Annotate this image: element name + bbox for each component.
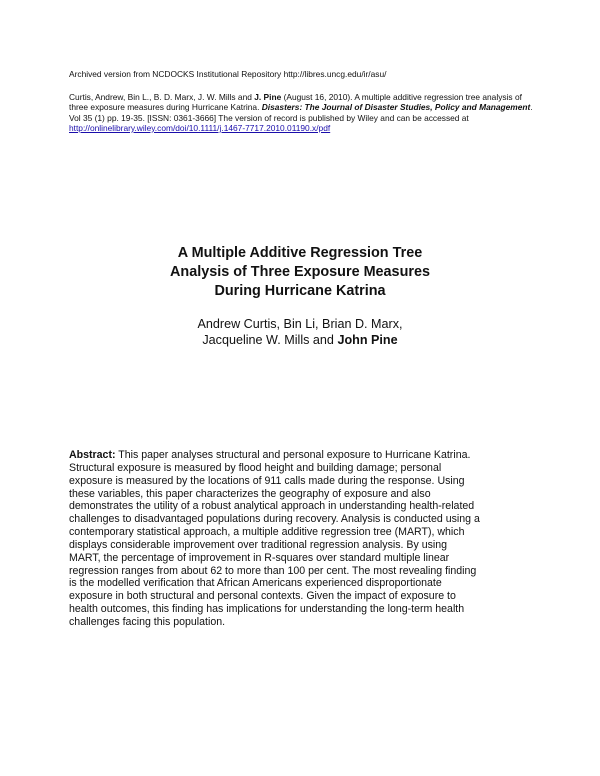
abstract-line: demonstrates the utility of a robust analytical approach in understanding health-related xyxy=(69,500,475,513)
abstract-line: challenges to disadvantaged populations during recovery. Analysis is conducted using a xyxy=(69,513,480,526)
title-line: Analysis of Three Exposure Measures xyxy=(170,264,430,280)
citation-volume-info: . Vol 35 (1) pp. 19-35. [ISSN: 0361-3666] The version of record is published by Wiley and can be xyxy=(69,102,533,123)
abstract-line: these variables, this paper characterizes the geography of exposure and also xyxy=(69,487,431,500)
abstract-line xyxy=(69,449,532,462)
author-line-1: Andrew Curtis, Bin Li, Brian D. Marx, xyxy=(197,317,403,331)
abstract-line: exposure is measured by the locations of 911 calls made during the response. Using xyxy=(69,474,465,487)
abstract-line: MART, the percentage of improvement in R-squares over standard multiple linear xyxy=(69,551,450,564)
abstract-line: displays considerable improvement over traditional regression analysis. By using xyxy=(69,538,448,551)
title-line: During Hurricane Katrina xyxy=(214,283,386,299)
citation-date-title-1: (August 16, 2010). A multiple additive regression tree xyxy=(283,92,481,102)
abstract-line: exposure in both structural and personal contexts. Given the impact of exposure to xyxy=(69,590,456,603)
citation-accessed-prefix: accessed at xyxy=(424,112,469,123)
author-bold-name: John Pine xyxy=(337,333,398,347)
title-line: A Multiple Additive Regression Tree xyxy=(177,245,423,261)
abstract-line-text: This paper analyses structural and personal exposure to Hurricane Katrina. xyxy=(118,449,471,461)
citation-authors: Curtis, Andrew, Bin L., B. D. Marx, J. W. Mills and xyxy=(69,92,252,102)
archive-note: Archived version from NCDOCKS Institutional Repository http://libres.uncg.edu/ir/asu/ xyxy=(69,69,387,79)
author-line-2 xyxy=(0,332,600,348)
abstract-label: Abstract: xyxy=(69,449,116,461)
author-line-2-prefix: Jacqueline W. Mills and xyxy=(202,333,334,347)
citation-block xyxy=(69,92,535,133)
citation-date-title-2: analysis of three exposure measures during Hurricane Katrina. xyxy=(69,92,522,113)
citation-bold-author: J. Pine xyxy=(254,92,282,102)
abstract-line: Structural exposure is measured by flood height and building damage; personal xyxy=(69,461,442,474)
abstract-line: is the modelled verification that African Americans experienced disproportionate xyxy=(69,577,442,590)
citation-journal-2: and Management xyxy=(461,102,531,113)
abstract-line: contemporary statistical approach, a multiple additive regression tree (MART), which xyxy=(69,526,465,539)
paper-title xyxy=(0,244,600,301)
doi-link[interactable]: http://onlinelibrary.wiley.com/doi/10.1111/j.1467-7717.2010.01190.x/pdf xyxy=(69,122,331,133)
abstract-line: health outcomes, this finding has implications for understanding the long-term health xyxy=(69,603,465,616)
abstract-line: regression ranges from about 62 to more than 100 per cent. The most revealing finding xyxy=(69,564,477,577)
author-list xyxy=(0,316,600,348)
abstract xyxy=(69,449,532,629)
abstract-line: challenges facing this population. xyxy=(69,615,226,628)
citation-journal-1: Disasters: The Journal of Disaster Studies, Policy xyxy=(261,102,460,113)
